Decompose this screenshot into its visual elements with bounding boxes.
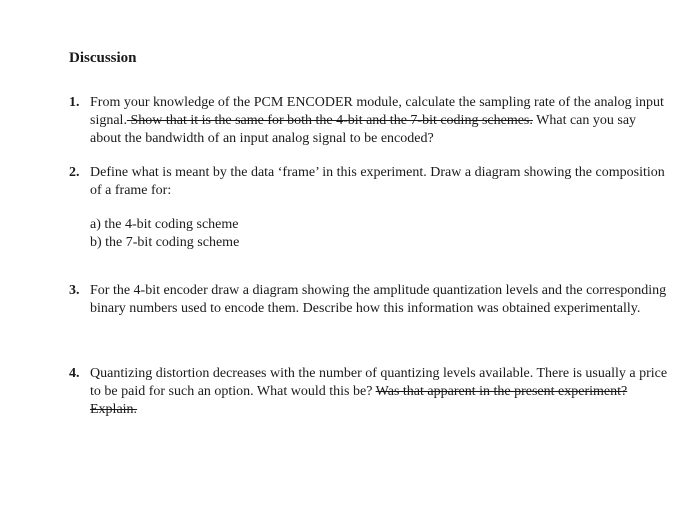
question-text: For the 4-bit encoder draw a diagram showing the amplitude quantization levels and the corresponding binary numbers used to encode them. Describe how this information was obtained experimentally. [90,283,667,316]
question-text-part: What can you say about the bandwidth of an input analog signal to be encoded? [90,113,637,146]
question-number: 2. [69,165,80,180]
question-3 [69,282,669,318]
question-number: 3. [69,283,80,298]
option-item: b) the 7-bit coding scheme [90,235,240,250]
question-1 [69,94,669,148]
option-list [90,216,669,252]
question-text: Define what is meant by the data ‘frame’ in this experiment. Draw a diagram showing the composition of a frame for: [90,165,665,198]
question-text-part: Quantizing distortion decreases with the number of quantizing levels available. There is usually a price to be paid for such an option. What would this be? [90,366,668,399]
question-number: 1. [69,95,80,110]
struck-text: Show that it is the same for both the 4-bit and the 7-bit coding schemes. [126,113,533,128]
question-text [90,94,669,148]
struck-text: Was that apparent in the present experiment? Explain. [90,384,628,417]
question-text-part: From your knowledge of the PCM ENCODER module, calculate the sampling rate of the analog input signal. [90,95,664,128]
question-2 [69,164,669,252]
question-number: 4. [69,366,80,381]
question-text [90,365,669,419]
discussion-heading: Discussion [69,50,137,66]
question-4 [69,365,669,419]
option-item: a) the 4-bit coding scheme [90,217,239,232]
